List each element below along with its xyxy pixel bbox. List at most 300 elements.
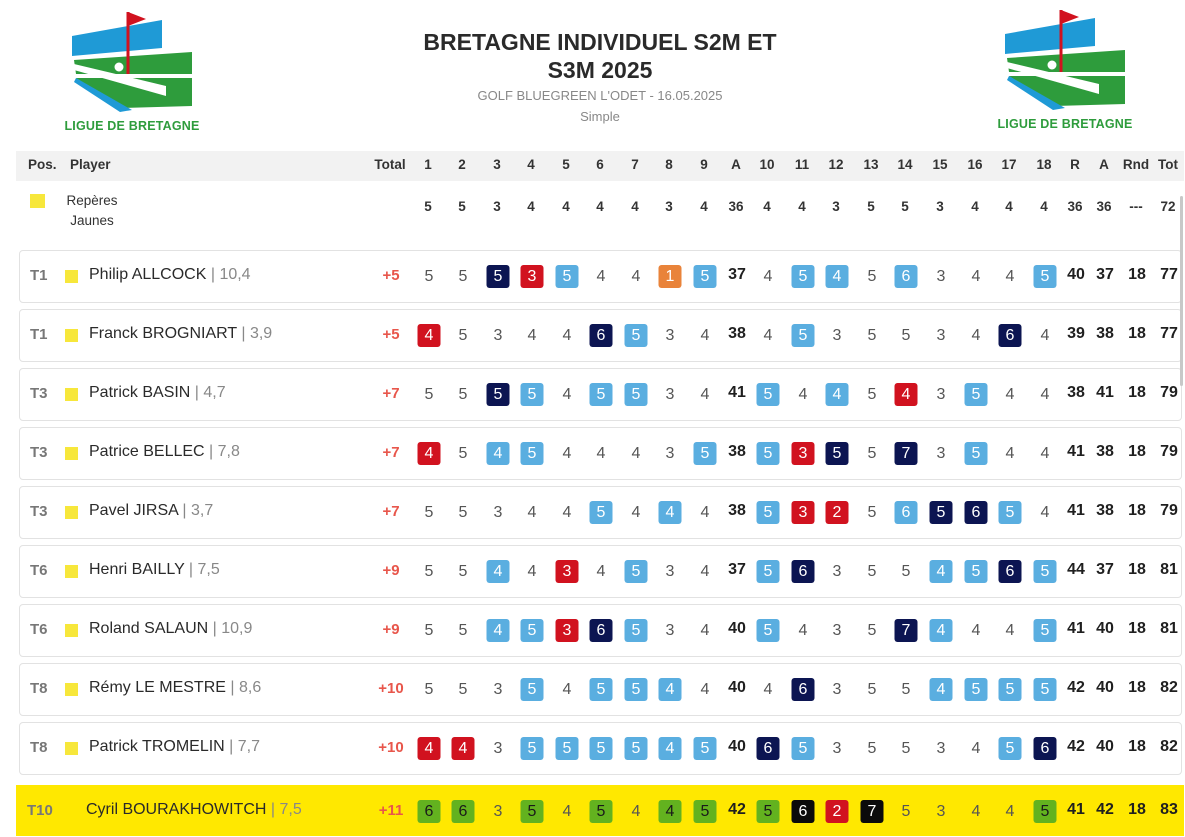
out-total: 42 (728, 801, 746, 818)
tournament-venue-date: GOLF BLUEGREEN L'ODET - 16.05.2025 (477, 88, 723, 103)
hole-12-score: 3 (832, 681, 842, 698)
player-position: T1 (30, 326, 48, 343)
hole-1-score: 4 (418, 324, 441, 347)
hole-15-score: 3 (936, 740, 946, 757)
hole-10-score: 5 (757, 619, 780, 642)
leaderboard-header (16, 151, 1184, 181)
hole-4-score: 3 (521, 265, 544, 288)
in-total: 41 (1067, 620, 1085, 637)
player-name[interactable]: Philip ALLCOCK (89, 266, 207, 283)
hole-15-score: 3 (936, 386, 946, 403)
col-hole-16: 16 (967, 157, 983, 172)
hole-12-score: 3 (832, 622, 842, 639)
out-total: 37 (728, 561, 746, 578)
hole-16-score: 4 (971, 803, 981, 820)
hole-7-score: 4 (631, 803, 641, 820)
round-number: 18 (1128, 384, 1146, 401)
hole-7-score: 4 (631, 268, 641, 285)
hole-6-score: 6 (590, 619, 613, 642)
hole-14-score: 5 (901, 327, 911, 344)
total-strokes: 77 (1160, 325, 1178, 342)
score-to-par: +7 (382, 385, 400, 402)
hole-3-score: 4 (487, 442, 510, 465)
out-total: 38 (728, 443, 746, 460)
player-name-cell[interactable] (89, 561, 220, 579)
out-total: 40 (728, 620, 746, 637)
player-row[interactable] (16, 785, 1184, 836)
hole-14-score: 5 (901, 803, 911, 820)
score-to-par: +7 (382, 503, 400, 520)
scrollbar[interactable] (1180, 196, 1183, 386)
hole-17-score: 4 (1005, 268, 1015, 285)
hole-15-score: 3 (936, 803, 946, 820)
col-rnd: Rnd (1122, 157, 1150, 172)
hole-6-score: 4 (596, 268, 606, 285)
hole-7-score: 5 (625, 678, 648, 701)
hole-8-score: 4 (659, 678, 682, 701)
score-to-par: +7 (382, 444, 400, 461)
hole-4-score: 5 (521, 383, 544, 406)
hole-13-score: 5 (867, 563, 877, 580)
hole-18-score: 4 (1040, 327, 1050, 344)
col-hole-15: 15 (932, 157, 948, 172)
round-number: 18 (1128, 679, 1146, 696)
hole-6-score: 5 (590, 800, 613, 823)
hole-10-score: 5 (757, 560, 780, 583)
hole-11-score: 5 (792, 737, 815, 760)
player-handicap: | 7,8 (204, 443, 240, 460)
in-total: 41 (1067, 502, 1085, 519)
round-number: 18 (1128, 443, 1146, 460)
player-row[interactable] (19, 722, 1182, 775)
tee-label-text: Repères Jaunes (66, 193, 118, 228)
hole-18-score: 5 (1034, 560, 1057, 583)
par-hole-1: 5 (424, 199, 432, 214)
hole-4-score: 5 (521, 800, 544, 823)
agg-total: 38 (1096, 502, 1114, 519)
hole-10-score: 4 (763, 681, 773, 698)
par-hole-7: 4 (631, 199, 639, 214)
hole-10-score: 5 (757, 501, 780, 524)
hole-14-score: 7 (895, 442, 918, 465)
score-to-par: +9 (382, 562, 400, 579)
hole-5-score: 5 (556, 265, 579, 288)
player-name[interactable]: Patrick TROMELIN (89, 738, 225, 755)
hole-17-score: 5 (999, 678, 1022, 701)
par-hole-18: 4 (1040, 199, 1048, 214)
hole-10-score: 4 (763, 327, 773, 344)
hole-12-score: 4 (826, 383, 849, 406)
player-name[interactable]: Rémy LE MESTRE (89, 679, 226, 696)
hole-16-score: 6 (965, 501, 988, 524)
player-position: T3 (30, 503, 48, 520)
hole-13-score: 5 (867, 622, 877, 639)
player-handicap: | 3,7 (177, 502, 214, 519)
round-number: 18 (1128, 266, 1146, 283)
total-strokes: 77 (1160, 266, 1178, 283)
par-out-total: 36 (728, 199, 744, 214)
par-agg: 36 (1096, 199, 1112, 214)
col-hole-9: 9 (700, 157, 708, 172)
hole-3-score: 4 (487, 560, 510, 583)
score-to-par: +5 (382, 267, 400, 284)
hole-5-score: 3 (556, 560, 579, 583)
logo-text: LIGUE DE BRETAGNE (997, 117, 1133, 131)
player-name-cell[interactable] (89, 266, 251, 284)
hole-11-score: 5 (792, 265, 815, 288)
hole-11-score: 6 (792, 678, 815, 701)
hole-16-score: 4 (971, 622, 981, 639)
player-handicap: | 10,4 (206, 266, 251, 283)
player-row[interactable] (19, 604, 1182, 657)
par-hole-6: 4 (596, 199, 604, 214)
player-name[interactable]: Patrice BELLEC (89, 443, 205, 460)
hole-8-score: 4 (659, 800, 682, 823)
player-row[interactable] (19, 545, 1182, 598)
par-rnd: --- (1129, 199, 1143, 214)
player-handicap: | 7,5 (266, 801, 302, 818)
col-hole-5: 5 (562, 157, 570, 172)
hole-13-score: 5 (867, 445, 877, 462)
hole-18-score: 5 (1034, 265, 1057, 288)
hole-6-score: 4 (596, 445, 606, 462)
tee-color-swatch (65, 506, 78, 519)
hole-2-score: 5 (458, 327, 468, 344)
hole-2-score: 4 (452, 737, 475, 760)
hole-7-score: 5 (625, 383, 648, 406)
col-hole-3: 3 (493, 157, 501, 172)
hole-12-score: 5 (826, 442, 849, 465)
score-to-par: +9 (382, 621, 400, 638)
hole-16-score: 5 (965, 560, 988, 583)
hole-15-score: 3 (936, 268, 946, 285)
hole-5-score: 4 (562, 445, 572, 462)
out-total: 38 (728, 325, 746, 342)
hole-6-score: 5 (590, 383, 613, 406)
in-total: 41 (1067, 801, 1085, 818)
par-hole-2: 5 (458, 199, 466, 214)
player-name-cell[interactable] (89, 620, 252, 638)
hole-4-score: 4 (527, 504, 537, 521)
hole-5-score: 4 (562, 803, 572, 820)
hole-11-score: 3 (792, 501, 815, 524)
player-name[interactable]: Roland SALAUN (89, 620, 209, 637)
hole-8-score: 3 (665, 445, 675, 462)
hole-11-score: 3 (792, 442, 815, 465)
hole-10-score: 4 (763, 268, 773, 285)
hole-13-score: 5 (867, 327, 877, 344)
player-name-cell[interactable] (86, 801, 302, 819)
hole-16-score: 4 (971, 327, 981, 344)
hole-17-score: 4 (1005, 445, 1015, 462)
col-hole-6: 6 (596, 157, 604, 172)
hole-7-score: 5 (625, 619, 648, 642)
hole-8-score: 3 (665, 563, 675, 580)
player-name-cell[interactable] (89, 679, 261, 697)
hole-7-score: 5 (625, 324, 648, 347)
hole-15-score: 3 (936, 445, 946, 462)
hole-14-score: 5 (901, 563, 911, 580)
hole-8-score: 3 (665, 386, 675, 403)
hole-17-score: 4 (1005, 622, 1015, 639)
tee-color-swatch (65, 447, 78, 460)
hole-2-score: 6 (452, 800, 475, 823)
agg-total: 37 (1096, 561, 1114, 578)
hole-1-score: 5 (424, 563, 434, 580)
col-hole-10: 10 (759, 157, 775, 172)
agg-total: 37 (1096, 266, 1114, 283)
tee-color-swatch (65, 742, 78, 755)
hole-9-score: 4 (700, 327, 710, 344)
hole-2-score: 5 (458, 445, 468, 462)
player-row[interactable] (19, 250, 1182, 303)
hole-6-score: 5 (590, 678, 613, 701)
hole-5-score: 4 (562, 681, 572, 698)
hole-9-score: 5 (694, 265, 717, 288)
player-name[interactable]: Cyril BOURAKHOWITCH (86, 801, 267, 818)
player-row[interactable] (19, 368, 1182, 421)
par-hole-13: 5 (867, 199, 875, 214)
hole-17-score: 6 (999, 324, 1022, 347)
tee-color-swatch (65, 683, 78, 696)
hole-14-score: 4 (895, 383, 918, 406)
hole-14-score: 6 (895, 501, 918, 524)
in-total: 39 (1067, 325, 1085, 342)
hole-17-score: 4 (1005, 386, 1015, 403)
hole-5-score: 5 (556, 737, 579, 760)
col-hole-12: 12 (828, 157, 844, 172)
hole-9-score: 4 (700, 563, 710, 580)
col-tot: Tot (1158, 157, 1178, 172)
player-name-cell[interactable] (89, 384, 226, 402)
hole-18-score: 5 (1034, 619, 1057, 642)
agg-total: 40 (1096, 620, 1114, 637)
player-position: T3 (30, 444, 48, 461)
tournament-header (400, 28, 800, 124)
col-pos: Pos. (28, 157, 57, 172)
tee-color-swatch (30, 194, 45, 208)
hole-16-score: 5 (965, 383, 988, 406)
hole-4-score: 5 (521, 678, 544, 701)
hole-8-score: 1 (659, 265, 682, 288)
in-total: 42 (1067, 679, 1085, 696)
agg-total: 38 (1096, 443, 1114, 460)
player-position: T10 (27, 802, 53, 819)
tee-color-swatch (65, 270, 78, 283)
hole-17-score: 6 (999, 560, 1022, 583)
score-to-par: +11 (378, 802, 404, 819)
tournament-format: Simple (580, 109, 620, 124)
total-strokes: 79 (1160, 443, 1178, 460)
hole-13-score: 5 (867, 268, 877, 285)
par-hole-3: 3 (493, 199, 501, 214)
player-name-cell[interactable] (89, 738, 260, 756)
hole-5-score: 3 (556, 619, 579, 642)
hole-12-score: 3 (832, 327, 842, 344)
tournament-title: BRETAGNE INDIVIDUEL S2M ET S3M 2025 (423, 29, 777, 83)
round-number: 18 (1128, 561, 1146, 578)
logo-text: LIGUE DE BRETAGNE (64, 119, 200, 133)
hole-8-score: 4 (659, 737, 682, 760)
player-row[interactable] (19, 663, 1182, 716)
out-total: 38 (728, 502, 746, 519)
player-position: T6 (30, 562, 48, 579)
hole-1-score: 5 (424, 622, 434, 639)
golf-flag-logo-icon (995, 6, 1135, 111)
in-total: 42 (1067, 738, 1085, 755)
hole-11-score: 4 (798, 386, 808, 403)
player-name[interactable]: Patrick BASIN (89, 384, 191, 401)
par-hole-4: 4 (527, 199, 535, 214)
col-hole-13: 13 (863, 157, 879, 172)
hole-12-score: 4 (826, 265, 849, 288)
player-name-cell[interactable] (89, 502, 213, 520)
hole-10-score: 5 (757, 800, 780, 823)
total-strokes: 82 (1160, 738, 1178, 755)
hole-18-score: 5 (1034, 678, 1057, 701)
total-strokes: 81 (1160, 561, 1178, 578)
col-out: A (731, 157, 741, 172)
par-hole-5: 4 (562, 199, 570, 214)
hole-13-score: 5 (867, 504, 877, 521)
par-hole-10: 4 (763, 199, 771, 214)
col-agg: A (1099, 157, 1109, 172)
round-number: 18 (1128, 502, 1146, 519)
player-name[interactable]: Pavel JIRSA (89, 502, 178, 519)
hole-15-score: 4 (930, 560, 953, 583)
total-strokes: 79 (1160, 502, 1178, 519)
hole-1-score: 4 (418, 442, 441, 465)
hole-3-score: 3 (493, 740, 503, 757)
hole-4-score: 5 (521, 737, 544, 760)
player-handicap: | 7,7 (224, 738, 261, 755)
col-hole-4: 4 (527, 157, 535, 172)
hole-1-score: 5 (424, 386, 434, 403)
out-total: 37 (728, 266, 746, 283)
out-total: 41 (728, 384, 746, 401)
player-handicap: | 8,6 (225, 679, 262, 696)
player-name[interactable]: Henri BAILLY (89, 561, 185, 578)
par-hole-11: 4 (798, 199, 806, 214)
player-row[interactable] (19, 309, 1182, 362)
hole-8-score: 3 (665, 622, 675, 639)
player-name-cell[interactable] (89, 325, 272, 343)
player-position: T8 (30, 680, 48, 697)
col-hole-14: 14 (897, 157, 913, 172)
total-strokes: 81 (1160, 620, 1178, 637)
hole-10-score: 5 (757, 442, 780, 465)
hole-15-score: 4 (930, 678, 953, 701)
col-hole-7: 7 (631, 157, 639, 172)
hole-5-score: 4 (562, 504, 572, 521)
hole-6-score: 6 (590, 324, 613, 347)
golf-flag-logo-icon (62, 8, 202, 113)
hole-5-score: 4 (562, 327, 572, 344)
hole-2-score: 5 (458, 622, 468, 639)
hole-17-score: 4 (1005, 803, 1015, 820)
hole-3-score: 5 (487, 265, 510, 288)
hole-12-score: 2 (826, 800, 849, 823)
hole-1-score: 5 (424, 268, 434, 285)
hole-5-score: 4 (562, 386, 572, 403)
hole-10-score: 6 (757, 737, 780, 760)
par-hole-15: 3 (936, 199, 944, 214)
par-hole-16: 4 (971, 199, 979, 214)
total-strokes: 83 (1160, 801, 1178, 818)
hole-18-score: 4 (1040, 445, 1050, 462)
hole-13-score: 5 (867, 740, 877, 757)
hole-3-score: 3 (493, 504, 503, 521)
tee-color-swatch (65, 388, 78, 401)
out-total: 40 (728, 738, 746, 755)
hole-7-score: 5 (625, 737, 648, 760)
hole-11-score: 6 (792, 560, 815, 583)
par-hole-14: 5 (901, 199, 909, 214)
hole-16-score: 4 (971, 268, 981, 285)
hole-2-score: 5 (458, 268, 468, 285)
hole-6-score: 5 (590, 737, 613, 760)
hole-16-score: 5 (965, 442, 988, 465)
hole-1-score: 5 (424, 681, 434, 698)
tee-label (57, 191, 127, 231)
col-hole-11: 11 (794, 157, 810, 172)
hole-14-score: 6 (895, 265, 918, 288)
player-position: T3 (30, 385, 48, 402)
tee-color-swatch (65, 329, 78, 342)
tee-color-swatch (65, 565, 78, 578)
hole-14-score: 5 (901, 681, 911, 698)
col-hole-18: 18 (1036, 157, 1052, 172)
hole-9-score: 4 (700, 386, 710, 403)
hole-18-score: 5 (1034, 800, 1057, 823)
player-row[interactable] (19, 427, 1182, 480)
player-handicap: | 7,5 (184, 561, 220, 578)
hole-17-score: 5 (999, 501, 1022, 524)
hole-11-score: 6 (792, 800, 815, 823)
hole-8-score: 4 (659, 501, 682, 524)
in-total: 40 (1067, 266, 1085, 283)
agg-total: 40 (1096, 679, 1114, 696)
hole-1-score: 4 (418, 737, 441, 760)
par-row (16, 184, 1184, 242)
in-total: 41 (1067, 443, 1085, 460)
hole-9-score: 4 (700, 504, 710, 521)
hole-16-score: 4 (971, 740, 981, 757)
agg-total: 42 (1096, 801, 1114, 818)
hole-6-score: 4 (596, 563, 606, 580)
hole-12-score: 2 (826, 501, 849, 524)
ligue-bretagne-logo-left (62, 8, 202, 133)
round-number: 18 (1128, 801, 1146, 818)
player-name[interactable]: Franck BROGNIART (89, 325, 237, 342)
hole-4-score: 5 (521, 442, 544, 465)
hole-1-score: 6 (418, 800, 441, 823)
hole-7-score: 4 (631, 445, 641, 462)
player-name-cell[interactable] (89, 443, 240, 461)
par-hole-12: 3 (832, 199, 840, 214)
hole-18-score: 6 (1034, 737, 1057, 760)
hole-16-score: 5 (965, 678, 988, 701)
hole-10-score: 5 (757, 383, 780, 406)
hole-9-score: 4 (700, 622, 710, 639)
player-row[interactable] (19, 486, 1182, 539)
hole-9-score: 4 (700, 681, 710, 698)
par-in-total: 36 (1067, 199, 1083, 214)
hole-3-score: 4 (487, 619, 510, 642)
player-position: T8 (30, 739, 48, 756)
hole-14-score: 7 (895, 619, 918, 642)
col-hole-1: 1 (424, 157, 432, 172)
